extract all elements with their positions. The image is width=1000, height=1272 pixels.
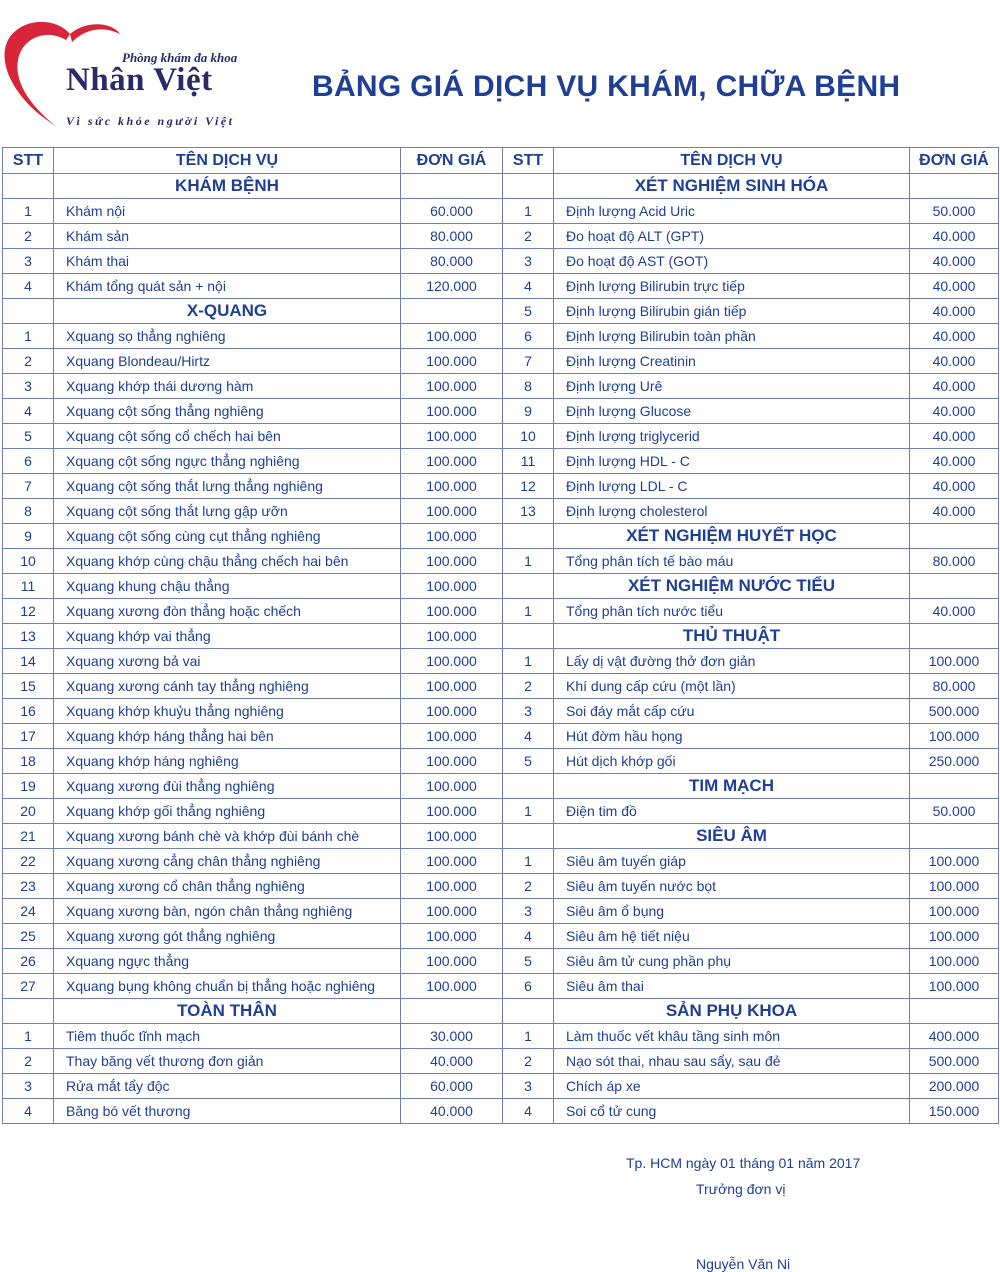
- service-price: 100.000: [401, 949, 503, 974]
- service-name: Lấy dị vật đường thở đơn giản: [554, 649, 910, 674]
- clinic-type: Phòng khám đa khoa: [122, 50, 238, 65]
- service-price: 100.000: [401, 324, 503, 349]
- service-price: 100.000: [401, 724, 503, 749]
- table-row: [3, 324, 999, 349]
- category-heading: SIÊU ÂM: [554, 824, 910, 849]
- row-number: 1: [503, 1024, 554, 1049]
- service-price: 100.000: [401, 424, 503, 449]
- table-row: [3, 549, 999, 574]
- column-header-price: ĐƠN GIÁ: [401, 148, 503, 174]
- service-price: 250.000: [910, 749, 999, 774]
- service-name: Khám tổng quát sản + nội: [54, 274, 401, 299]
- row-number: 1: [3, 199, 54, 224]
- service-name: Soi đáy mắt cấp cứu: [554, 699, 910, 724]
- service-price: 80.000: [910, 549, 999, 574]
- service-price: 100.000: [401, 374, 503, 399]
- row-number: 10: [503, 424, 554, 449]
- service-name: Định lượng Bilirubin gián tiếp: [554, 299, 910, 324]
- service-name: Khám sản: [54, 224, 401, 249]
- row-number: 1: [503, 199, 554, 224]
- table-row: [3, 174, 999, 199]
- row-number: 1: [503, 799, 554, 824]
- table-row: [3, 999, 999, 1024]
- row-number: 16: [3, 699, 54, 724]
- row-number: 11: [3, 574, 54, 599]
- empty-cell: [503, 174, 554, 199]
- service-name: Xquang khớp vai thẳng: [54, 624, 401, 649]
- row-number: 7: [503, 349, 554, 374]
- service-name: Xquang ngực thẳng: [54, 949, 401, 974]
- service-name: Khí dung cấp cứu (một lần): [554, 674, 910, 699]
- row-number: 2: [503, 224, 554, 249]
- table-row: [3, 699, 999, 724]
- row-number: 5: [503, 949, 554, 974]
- table-row: [3, 674, 999, 699]
- service-name: Băng bó vết thương: [54, 1099, 401, 1124]
- service-price: 40.000: [910, 349, 999, 374]
- row-number: 7: [3, 474, 54, 499]
- table-row: [3, 849, 999, 874]
- service-name: Siêu âm tuyến nước bọt: [554, 874, 910, 899]
- clinic-name: Nhân Việt: [66, 62, 213, 98]
- service-price: 100.000: [401, 599, 503, 624]
- empty-cell: [910, 574, 999, 599]
- table-row: [3, 874, 999, 899]
- row-number: 4: [503, 724, 554, 749]
- service-name: Định lượng Acid Uric: [554, 199, 910, 224]
- service-name: Xquang cột sống thẳng nghiêng: [54, 399, 401, 424]
- service-name: Xquang bụng không chuẩn bị thẳng hoặc nghiêng: [54, 974, 401, 999]
- empty-cell: [910, 999, 999, 1024]
- row-number: 5: [3, 424, 54, 449]
- service-price: 100.000: [910, 874, 999, 899]
- row-number: 1: [3, 324, 54, 349]
- column-header-service: TÊN DỊCH VỤ: [54, 148, 401, 174]
- service-price: 40.000: [910, 299, 999, 324]
- row-number: 3: [3, 1074, 54, 1099]
- service-name: Xquang xương cẳng chân thẳng nghiêng: [54, 849, 401, 874]
- table-row: [3, 399, 999, 424]
- row-number: 1: [503, 849, 554, 874]
- row-number: 12: [503, 474, 554, 499]
- service-name: Định lượng cholesterol: [554, 499, 910, 524]
- row-number: 1: [503, 649, 554, 674]
- empty-cell: [910, 624, 999, 649]
- empty-cell: [3, 299, 54, 324]
- service-price: 150.000: [910, 1099, 999, 1124]
- service-price: 100.000: [401, 624, 503, 649]
- table-body: [3, 174, 999, 1124]
- table-row: [3, 649, 999, 674]
- table-row: [3, 274, 999, 299]
- table-row: [3, 799, 999, 824]
- service-price: 100.000: [401, 524, 503, 549]
- service-name: Xquang xương bàn, ngón chân thẳng nghiêng: [54, 899, 401, 924]
- service-name: Xquang khớp cùng chậu thẳng chếch hai bên: [54, 549, 401, 574]
- row-number: 19: [3, 774, 54, 799]
- service-price: 40.000: [401, 1099, 503, 1124]
- service-price: 40.000: [910, 374, 999, 399]
- service-price: 40.000: [910, 224, 999, 249]
- service-name: Xquang xương cổ chân thẳng nghiêng: [54, 874, 401, 899]
- service-price: 40.000: [910, 274, 999, 299]
- service-name: Chích áp xe: [554, 1074, 910, 1099]
- row-number: 9: [3, 524, 54, 549]
- row-number: 4: [503, 924, 554, 949]
- service-name: Đo hoạt độ AST (GOT): [554, 249, 910, 274]
- table-row: [3, 949, 999, 974]
- row-number: 4: [503, 274, 554, 299]
- row-number: 13: [503, 499, 554, 524]
- service-price: 500.000: [910, 699, 999, 724]
- row-number: 3: [503, 899, 554, 924]
- row-number: 27: [3, 974, 54, 999]
- service-price: 100.000: [910, 849, 999, 874]
- table-row: [3, 574, 999, 599]
- table-row: [3, 499, 999, 524]
- service-price: 200.000: [910, 1074, 999, 1099]
- row-number: 21: [3, 824, 54, 849]
- row-number: 13: [3, 624, 54, 649]
- service-name: Xquang xương gót thẳng nghiêng: [54, 924, 401, 949]
- table-row: [3, 774, 999, 799]
- service-name: Định lượng Glucose: [554, 399, 910, 424]
- row-number: 2: [503, 874, 554, 899]
- service-name: Định lượng Urê: [554, 374, 910, 399]
- row-number: 25: [3, 924, 54, 949]
- empty-cell: [910, 824, 999, 849]
- service-name: Siêu âm tử cung phần phụ: [554, 949, 910, 974]
- service-price: 40.000: [910, 399, 999, 424]
- service-price: 100.000: [401, 774, 503, 799]
- row-number: 22: [3, 849, 54, 874]
- row-number: 14: [3, 649, 54, 674]
- empty-cell: [401, 299, 503, 324]
- service-price: 40.000: [910, 249, 999, 274]
- category-heading: SẢN PHỤ KHOA: [554, 999, 910, 1024]
- service-name: Xquang khớp khuỷu thẳng nghiêng: [54, 699, 401, 724]
- row-number: 6: [503, 324, 554, 349]
- row-number: 2: [3, 224, 54, 249]
- service-name: Định lượng Bilirubin trực tiếp: [554, 274, 910, 299]
- service-name: Siêu âm hệ tiết niệu: [554, 924, 910, 949]
- signature-date: Tp. HCM ngày 01 tháng 01 năm 2017: [626, 1155, 861, 1171]
- service-name: Định lượng Creatinin: [554, 349, 910, 374]
- row-number: 10: [3, 549, 54, 574]
- service-price: 400.000: [910, 1024, 999, 1049]
- service-name: Đo hoạt độ ALT (GPT): [554, 224, 910, 249]
- service-name: Làm thuốc vết khâu tầng sinh môn: [554, 1024, 910, 1049]
- row-number: 3: [503, 699, 554, 724]
- category-heading: THỦ THUẬT: [554, 624, 910, 649]
- service-name: Xquang xương bánh chè và khớp đùi bánh chè: [54, 824, 401, 849]
- service-name: Xquang xương đòn thẳng hoặc chếch: [54, 599, 401, 624]
- table-header-row: [3, 148, 999, 174]
- row-number: 9: [503, 399, 554, 424]
- row-number: 8: [503, 374, 554, 399]
- service-name: Xquang khớp gối thẳng nghiêng: [54, 799, 401, 824]
- row-number: 23: [3, 874, 54, 899]
- clinic-slogan: Vì sức khỏe người Việt: [66, 114, 235, 128]
- empty-cell: [401, 999, 503, 1024]
- table-row: [3, 224, 999, 249]
- row-number: 3: [3, 249, 54, 274]
- row-number: 18: [3, 749, 54, 774]
- row-number: 17: [3, 724, 54, 749]
- service-price: 60.000: [401, 199, 503, 224]
- row-number: 2: [503, 674, 554, 699]
- signature-name: Nguyễn Văn Ni: [696, 1256, 791, 1272]
- service-name: Xquang khớp háng nghiêng: [54, 749, 401, 774]
- row-number: 20: [3, 799, 54, 824]
- row-number: 2: [503, 1049, 554, 1074]
- empty-cell: [503, 524, 554, 549]
- service-price: 80.000: [910, 674, 999, 699]
- empty-cell: [910, 174, 999, 199]
- service-price: 80.000: [401, 249, 503, 274]
- row-number: 15: [3, 674, 54, 699]
- table-row: [3, 449, 999, 474]
- service-name: Xquang cột sống ngực thẳng nghiêng: [54, 449, 401, 474]
- service-name: Định lượng Bilirubin toàn phần: [554, 324, 910, 349]
- row-number: 4: [3, 399, 54, 424]
- row-number: 11: [503, 449, 554, 474]
- service-name: Tổng phân tích nước tiểu: [554, 599, 910, 624]
- service-price: 40.000: [910, 599, 999, 624]
- empty-cell: [503, 574, 554, 599]
- row-number: 6: [503, 974, 554, 999]
- service-name: Xquang xương đùi thẳng nghiêng: [54, 774, 401, 799]
- row-number: 26: [3, 949, 54, 974]
- table-row: [3, 749, 999, 774]
- service-price: 100.000: [401, 699, 503, 724]
- table-row: [3, 349, 999, 374]
- column-header-stt: STT: [3, 148, 54, 174]
- empty-cell: [401, 174, 503, 199]
- service-price: 40.000: [910, 449, 999, 474]
- empty-cell: [503, 824, 554, 849]
- service-price: 100.000: [910, 649, 999, 674]
- service-price: 100.000: [401, 449, 503, 474]
- clinic-logo: [0, 20, 240, 130]
- category-heading: TIM MẠCH: [554, 774, 910, 799]
- service-name: Xquang cột sống thắt lưng gập ưỡn: [54, 499, 401, 524]
- service-name: Khám thai: [54, 249, 401, 274]
- service-price: 100.000: [401, 549, 503, 574]
- empty-cell: [503, 624, 554, 649]
- service-price: 100.000: [401, 474, 503, 499]
- table-row: [3, 374, 999, 399]
- table-row: [3, 199, 999, 224]
- service-name: Hút dịch khớp gối: [554, 749, 910, 774]
- row-number: 5: [503, 749, 554, 774]
- service-price: 100.000: [910, 974, 999, 999]
- service-price: 100.000: [401, 849, 503, 874]
- service-price: 100.000: [401, 499, 503, 524]
- service-name: Xquang khung chậu thẳng: [54, 574, 401, 599]
- column-header-stt: STT: [503, 148, 554, 174]
- row-number: 4: [3, 1099, 54, 1124]
- service-price: 100.000: [401, 924, 503, 949]
- empty-cell: [910, 524, 999, 549]
- category-heading: XÉT NGHIỆM SINH HÓA: [554, 174, 910, 199]
- row-number: 2: [3, 1049, 54, 1074]
- table-row: [3, 924, 999, 949]
- service-price: 100.000: [401, 674, 503, 699]
- table-row: [3, 724, 999, 749]
- row-number: 8: [3, 499, 54, 524]
- row-number: 5: [503, 299, 554, 324]
- table-row: [3, 524, 999, 549]
- service-name: Soi cổ tử cung: [554, 1099, 910, 1124]
- service-price: 120.000: [401, 274, 503, 299]
- service-name: Điện tim đồ: [554, 799, 910, 824]
- service-price: 100.000: [401, 399, 503, 424]
- service-name: Hút đờm hầu họng: [554, 724, 910, 749]
- empty-cell: [910, 774, 999, 799]
- service-price: 100.000: [910, 924, 999, 949]
- row-number: 2: [3, 349, 54, 374]
- service-name: Thay băng vết thương đơn giản: [54, 1049, 401, 1074]
- service-price: 100.000: [401, 349, 503, 374]
- service-name: Rửa mắt tẩy độc: [54, 1074, 401, 1099]
- category-heading: TOÀN THÂN: [54, 999, 401, 1024]
- empty-cell: [503, 999, 554, 1024]
- service-price: 40.000: [910, 474, 999, 499]
- column-header-price: ĐƠN GIÁ: [910, 148, 999, 174]
- category-heading: KHÁM BỆNH: [54, 174, 401, 199]
- table-row: [3, 599, 999, 624]
- table-row: [3, 824, 999, 849]
- service-name: Xquang cột sống thắt lưng thẳng nghiêng: [54, 474, 401, 499]
- service-name: Định lượng triglycerid: [554, 424, 910, 449]
- row-number: 4: [503, 1099, 554, 1124]
- service-price: 30.000: [401, 1024, 503, 1049]
- service-price: 50.000: [910, 799, 999, 824]
- category-heading: XÉT NGHIỆM HUYẾT HỌC: [554, 524, 910, 549]
- service-name: Định lượng HDL - C: [554, 449, 910, 474]
- service-price: 40.000: [910, 499, 999, 524]
- service-name: Tiêm thuốc tĩnh mạch: [54, 1024, 401, 1049]
- service-name: Xquang cột sống cùng cụt thẳng nghiêng: [54, 524, 401, 549]
- service-price: 100.000: [401, 749, 503, 774]
- service-price: 40.000: [401, 1049, 503, 1074]
- service-price: 40.000: [910, 324, 999, 349]
- price-table: [2, 147, 999, 1124]
- table-row: [3, 1074, 999, 1099]
- service-name: Xquang xương bả vai: [54, 649, 401, 674]
- row-number: 6: [3, 449, 54, 474]
- category-heading: X-QUANG: [54, 299, 401, 324]
- service-price: 100.000: [401, 974, 503, 999]
- service-name: Định lượng LDL - C: [554, 474, 910, 499]
- table-row: [3, 299, 999, 324]
- service-price: 80.000: [401, 224, 503, 249]
- table-row: [3, 249, 999, 274]
- table-row: [3, 424, 999, 449]
- row-number: 3: [503, 1074, 554, 1099]
- service-name: Xquang xương cánh tay thẳng nghiêng: [54, 674, 401, 699]
- row-number: 3: [503, 249, 554, 274]
- row-number: 12: [3, 599, 54, 624]
- service-name: Xquang khớp thái dương hàm: [54, 374, 401, 399]
- service-name: Siêu âm ổ bụng: [554, 899, 910, 924]
- service-price: 100.000: [401, 799, 503, 824]
- service-name: Tổng phân tích tế bào máu: [554, 549, 910, 574]
- signature-role: Trưởng đơn vị: [696, 1181, 786, 1197]
- service-price: 100.000: [401, 899, 503, 924]
- empty-cell: [3, 999, 54, 1024]
- empty-cell: [503, 774, 554, 799]
- service-price: 60.000: [401, 1074, 503, 1099]
- table-row: [3, 1024, 999, 1049]
- service-price: 40.000: [910, 424, 999, 449]
- row-number: 1: [503, 599, 554, 624]
- service-price: 100.000: [401, 874, 503, 899]
- service-name: Khám nội: [54, 199, 401, 224]
- column-header-service: TÊN DỊCH VỤ: [554, 148, 910, 174]
- table-row: [3, 624, 999, 649]
- service-name: Xquang Blondeau/Hirtz: [54, 349, 401, 374]
- row-number: 4: [3, 274, 54, 299]
- service-name: Xquang sọ thẳng nghiêng: [54, 324, 401, 349]
- service-price: 100.000: [401, 824, 503, 849]
- category-heading: XÉT NGHIỆM NƯỚC TIỂU: [554, 574, 910, 599]
- empty-cell: [3, 174, 54, 199]
- service-price: 500.000: [910, 1049, 999, 1074]
- table-row: [3, 1049, 999, 1074]
- service-name: Siêu âm tuyến giáp: [554, 849, 910, 874]
- service-price: 100.000: [910, 949, 999, 974]
- service-name: Xquang cột sống cổ chếch hai bên: [54, 424, 401, 449]
- service-price: 100.000: [401, 649, 503, 674]
- service-price: 100.000: [910, 899, 999, 924]
- service-name: Siêu âm thai: [554, 974, 910, 999]
- service-price: 100.000: [401, 574, 503, 599]
- table-row: [3, 474, 999, 499]
- table-row: [3, 1099, 999, 1124]
- row-number: 24: [3, 899, 54, 924]
- service-price: 100.000: [910, 724, 999, 749]
- row-number: 1: [3, 1024, 54, 1049]
- service-name: Nạo sót thai, nhau sau sẩy, sau đẻ: [554, 1049, 910, 1074]
- row-number: 1: [503, 549, 554, 574]
- row-number: 3: [3, 374, 54, 399]
- page-title: BẢNG GIÁ DỊCH VỤ KHÁM, CHỮA BỆNH: [312, 70, 901, 103]
- service-name: Xquang khớp háng thẳng hai bên: [54, 724, 401, 749]
- table-row: [3, 974, 999, 999]
- service-price: 50.000: [910, 199, 999, 224]
- table-row: [3, 899, 999, 924]
